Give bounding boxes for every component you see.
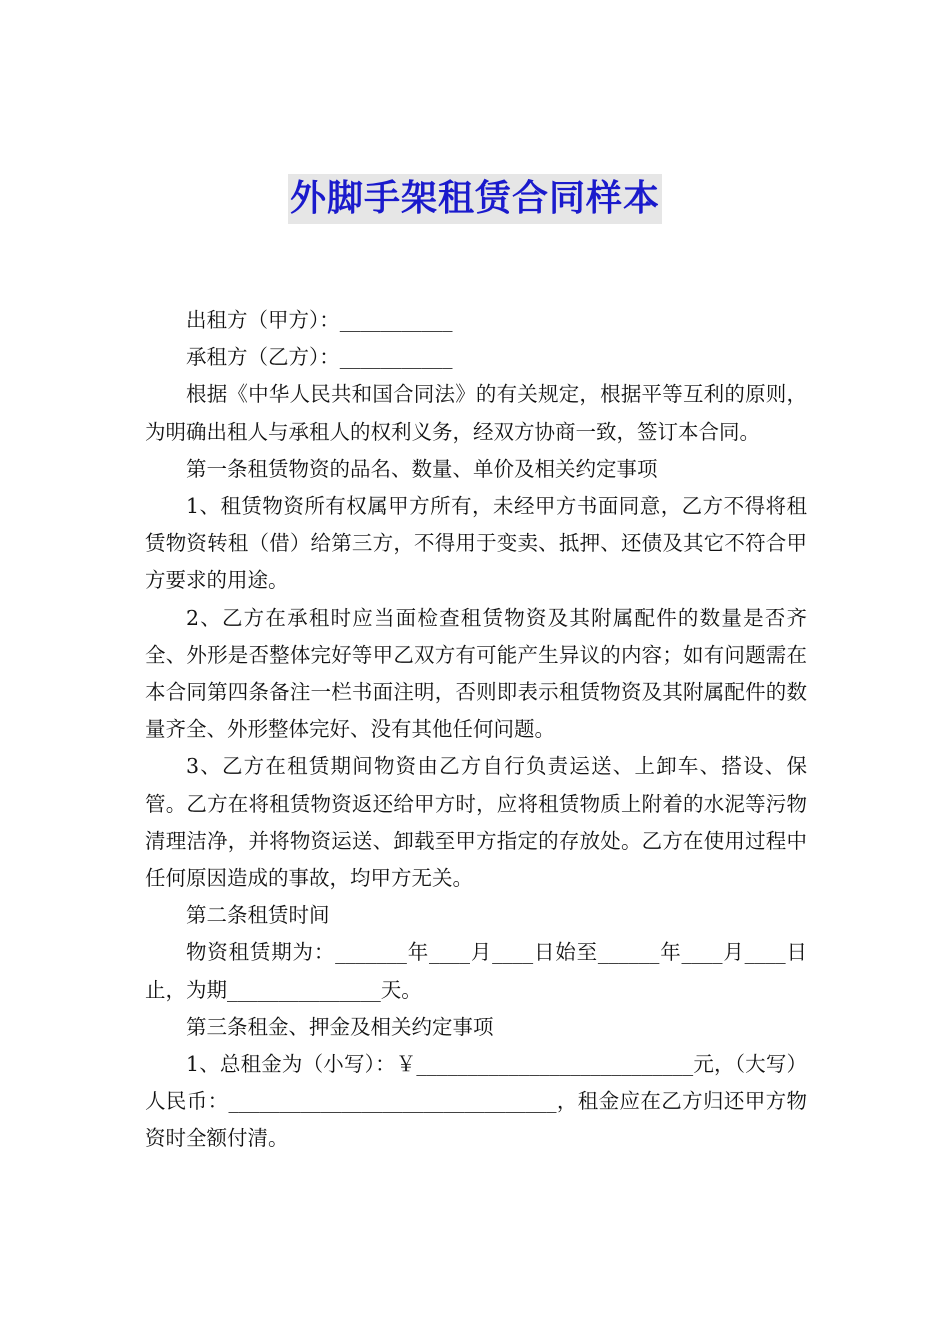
article-2-heading: 第二条租赁时间 bbox=[186, 903, 330, 928]
article-1-heading: 第一条租赁物资的品名、数量、单价及相关约定事项 bbox=[186, 456, 658, 481]
article-1-clause-3: 3、乙方在租赁期间物资由乙方自行负责运送、上卸车、搭设、保管。乙方在将租赁物资返还给甲方时，应将租赁物质上附着的水泥等污物清理洁净，并将物资运送、卸载至甲方指定的存放处。乙方在使用过程中任何原因造成的事故，均甲方无关。 bbox=[145, 754, 807, 891]
lessor-line: 出租方（甲方）：___________ bbox=[186, 308, 453, 332]
title-container bbox=[0, 174, 950, 224]
lessee-line: 承租方（乙方）：___________ bbox=[186, 345, 453, 370]
article-1-clause-1: 1、租赁物资所有权属甲方所有，未经甲方书面同意，乙方不得将租赁物资转租（借）给第三方，不得用于变卖、抵押、还债及其它不符合甲方要求的用途。 bbox=[145, 494, 807, 593]
preamble-paragraph: 根据《中华人民共和国合同法》的有关规定，根据平等互利的原则，为明确出租人与承租人的权利义务，经双方协商一致，签订本合同。 bbox=[145, 382, 807, 444]
article-3-clause-1: 1、总租金为（小写）：￥___________________________元，（大写）人民币：________________________________，租金应在乙方归还甲方物资时全额付清。 bbox=[145, 1052, 807, 1151]
document-title: 外脚手架租赁合同样本 bbox=[288, 174, 662, 224]
contract-body bbox=[145, 302, 807, 1158]
lease-period-paragraph: 物资租赁期为：_______年____月____日始至______年____月____日止，为期_______________天。 bbox=[145, 940, 807, 1002]
article-1-clause-2: 2、乙方在承租时应当面检查租赁物资及其附属配件的数量是否齐全、外形是否整体完好等甲乙双方有可能产生异议的内容；如有问题需在本合同第四条备注一栏书面注明，否则即表示租赁物资及其附属配件的数量齐全、外形整体完好、没有其他任何问题。 bbox=[145, 605, 807, 742]
article-3-heading: 第三条租金、押金及相关约定事项 bbox=[186, 1014, 494, 1039]
